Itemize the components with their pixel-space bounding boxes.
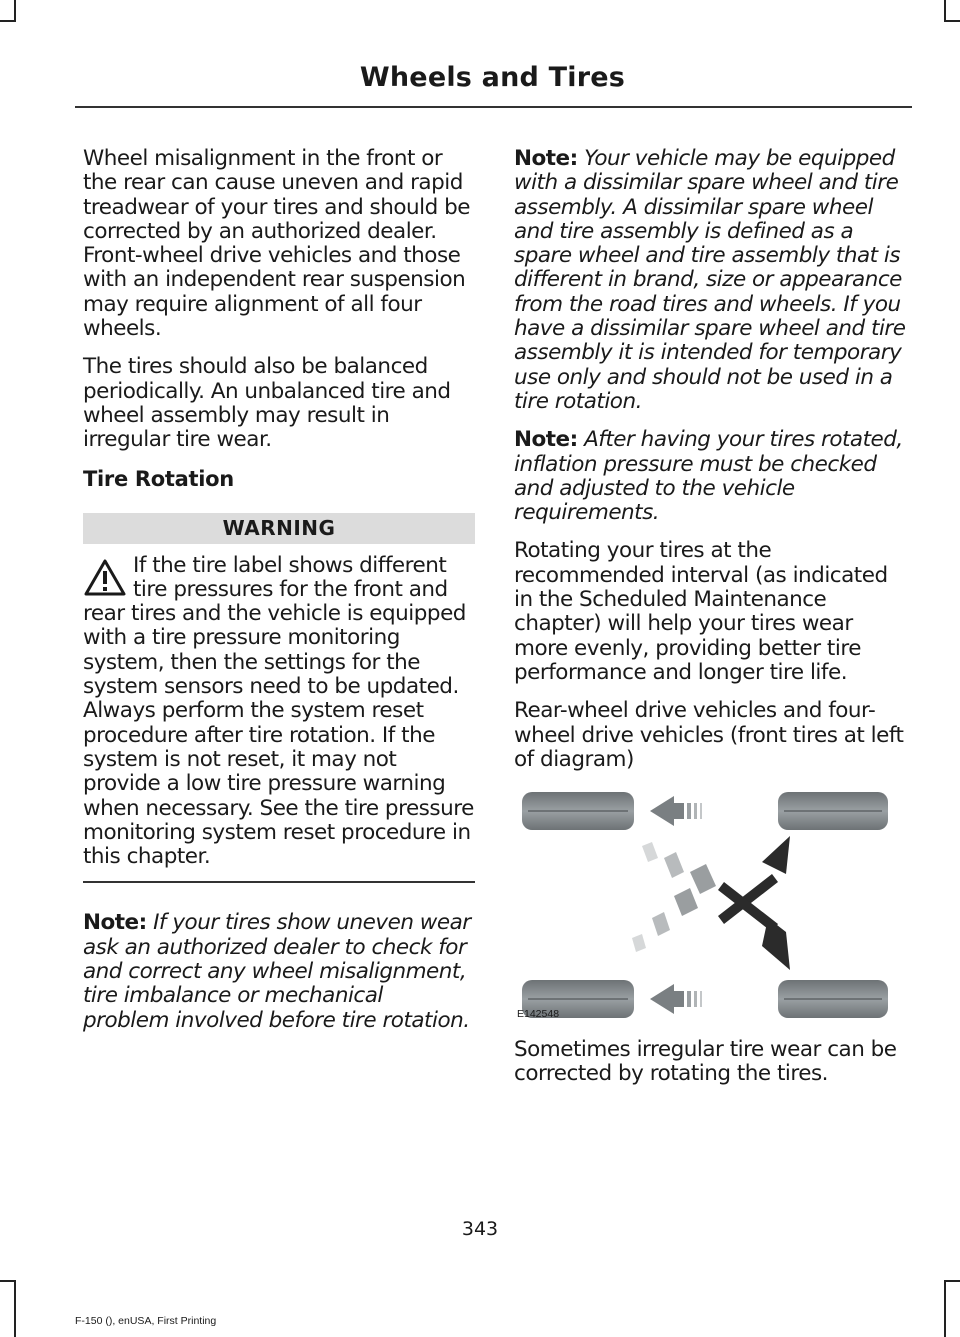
diagram-caption: Rear-wheel drive vehicles and four-wheel drive vehicles (front tires at left of diagram) [514,698,904,772]
note-text: If your tires show uneven wear ask an authorized dealer to check for and correct any wheel misalignment, tire imbalance or mechanical problem involved before tire rotation. [83,910,471,1033]
arrow-right-to-left-rear [650,984,702,1014]
page-number: 343 [461,1218,499,1240]
crop-mark-top-right-v [944,0,946,22]
note-text: After having your tires rotated, inflation pressure must be checked and adjusted to the vehicle requirements. [514,427,903,526]
footer-text: F-150 (), enUSA, First Printing [75,1315,217,1327]
figure-code: E142548 [517,1008,560,1021]
crop-mark-bottom-left-v [14,1280,16,1337]
note-label: Note: [514,427,578,453]
crop-mark-bottom-left-h [0,1280,16,1282]
crop-mark-top-right-h [944,20,960,22]
note-inflation [514,428,906,525]
note-label: Note: [514,146,578,171]
warning-box [83,554,475,870]
warning-triangle-icon [83,556,127,600]
tire-rotation-diagram [514,786,906,1024]
irregular-wear-paragraph: Sometimes irregular tire wear can be corrected by rotating the tires. [514,1037,897,1087]
note-uneven-wear [83,911,475,1032]
rotation-interval-paragraph: Rotating your tires at the recommended interval (as indicated in the Scheduled Maintenance chapter) will help your tires wear more evenly, providing better tire performance and longer tire life. [514,538,888,685]
note-text: Your vehicle may be equipped with a dissimilar spare wheel and tire assembly. A dissimilar spare wheel and tire assembly is defined as a spare wheel and tire assembly that is different in brand, size or appearance from the road tires and wheels. If you have a dissimilar spare wheel and tire assembly it is intended for temporary use only and should not be used in a tire rotation. [514,146,906,414]
warning-divider [83,881,475,883]
balancing-paragraph: The tires should also be balanced periodically. An unbalanced tire and wheel assembly may result in irregular tire wear. [83,354,451,453]
misalignment-paragraph: Wheel misalignment in the front or the rear can cause uneven and rapid treadwear of your tires and should be corrected by an authorized dealer. Front-wheel drive vehicles and those with an independent rear suspension may require alignment of all four wheels. [83,146,470,342]
warning-header: WARNING [83,513,475,544]
diagonal-trail-upper [642,842,716,894]
page-title: Wheels and Tires [359,62,625,93]
diagonal-trail-lower [632,888,698,952]
left-column [83,147,475,1047]
crop-mark-top-left-v [14,0,16,22]
note-label: Note: [83,910,147,936]
header-divider [75,106,912,108]
tire-front-right [778,792,888,830]
arrow-right-to-left-front [650,796,702,826]
tire-rear-right [778,980,888,1018]
crop-mark-top-left-h [0,20,16,22]
crop-mark-bottom-right-v [944,1280,946,1337]
tire-front-left [522,792,634,830]
right-column [514,147,906,1101]
crop-mark-bottom-right-h [944,1280,960,1282]
tire-rotation-svg [514,786,906,1024]
section-heading-tire-rotation: Tire Rotation [83,466,234,491]
note-dissimilar-spare [514,147,906,414]
warning-text: If the tire label shows different tire pressures for the front and rear tires and the vehicle is equipped with a tire pressure monitoring system, then the settings for the system sensors need to be updated. Always perform the system reset procedure after tire rotation. If the system is not reset, it may not provide a low tire pressure warning when necessary. See the tire pressure monitoring system reset procedure in this chapter. [83,552,474,870]
